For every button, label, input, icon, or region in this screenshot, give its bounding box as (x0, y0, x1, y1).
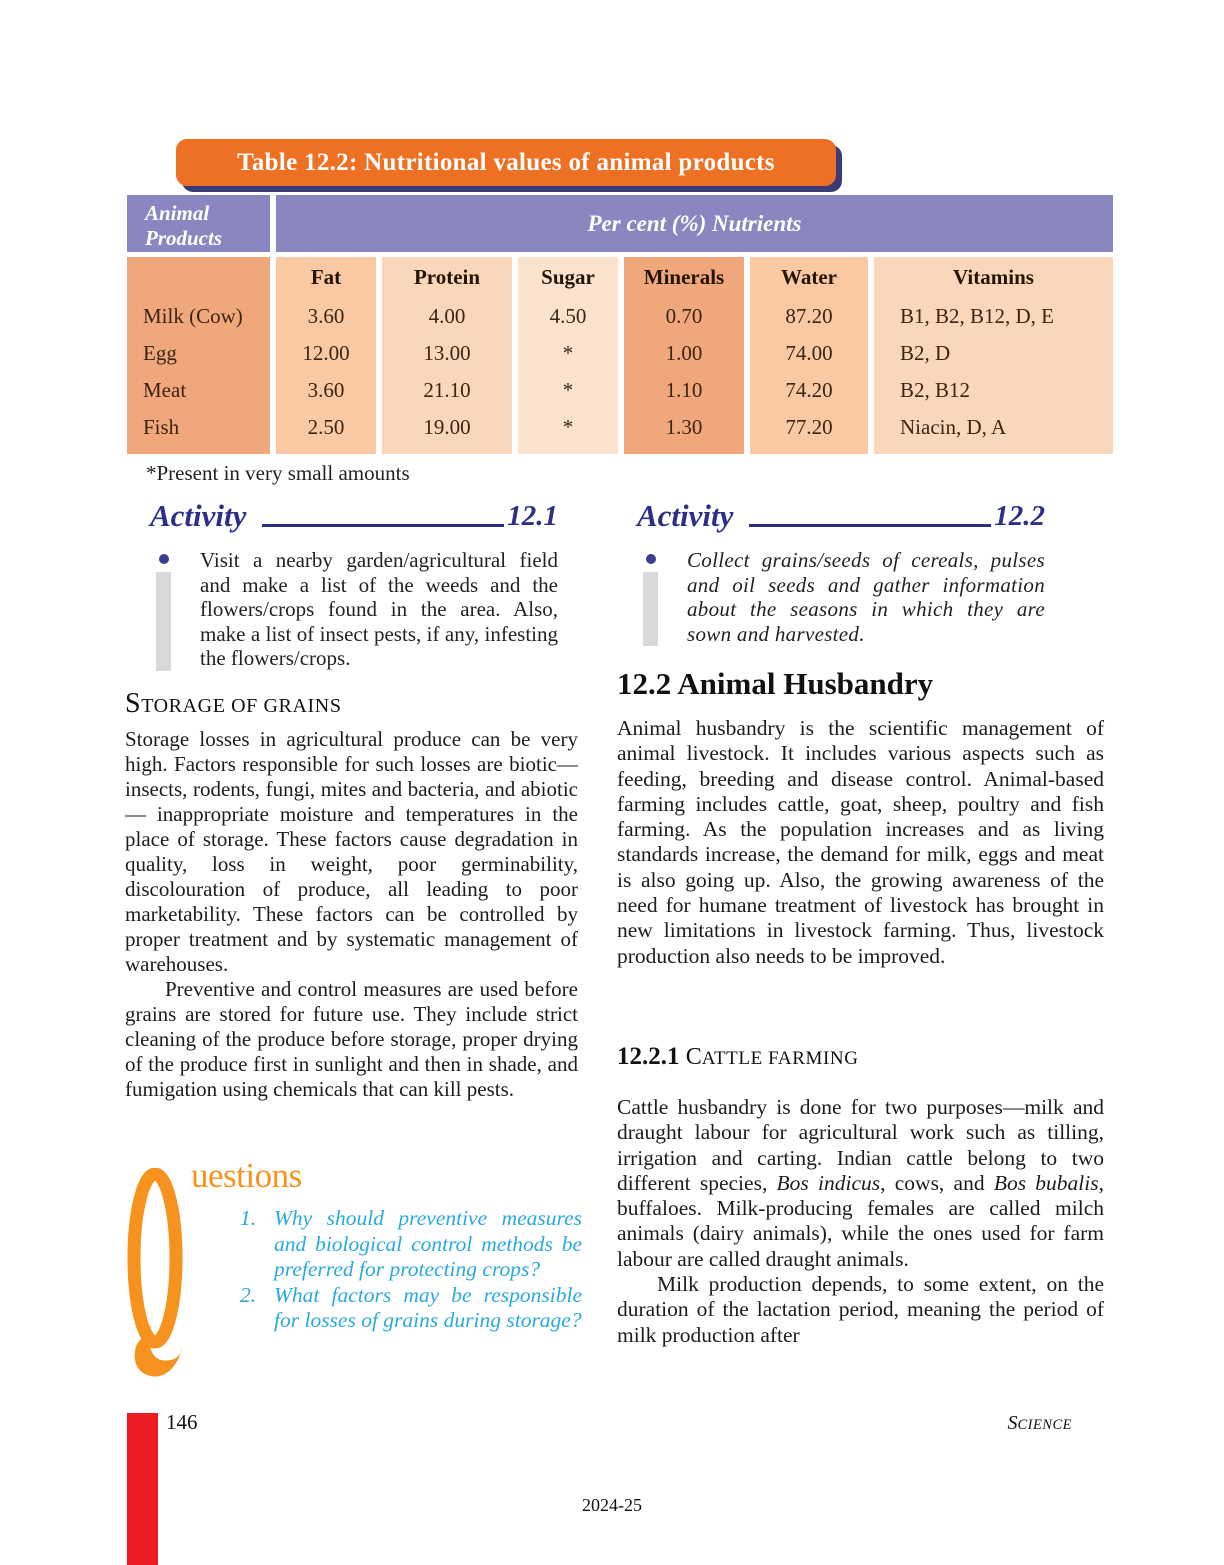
bullet-icon (159, 554, 169, 564)
activity-bar (156, 572, 171, 671)
questions-list (240, 1206, 582, 1334)
column-header-vitamins: Vitamins (953, 265, 1034, 289)
activity-label: Activity (150, 498, 247, 533)
table-cell: 13.00 (423, 341, 471, 365)
activity-12-1-text: Visit a nearby garden/agricultural field and make a list of the weeds and the flowers/crops found in the area. Also, make a list of insect pests, if any, infesting the flowers/crops. (200, 548, 558, 670)
cattle-farming-text (617, 1095, 1104, 1348)
column-header-sugar: Sugar (541, 265, 595, 289)
column-header-fat: Fat (310, 265, 342, 289)
question-text: What factors may be responsible for losses of grains during storage? (274, 1282, 582, 1332)
questions-heading: uestions (191, 1156, 302, 1195)
storage-of-grains-heading (125, 688, 342, 720)
activity-bar (643, 572, 658, 646)
column-protein (382, 257, 512, 454)
heading-rest: TORAGE OF GRAINS (141, 695, 342, 717)
table-cell: * (562, 341, 574, 365)
table-cell: 1.00 (665, 341, 703, 365)
question-number: 2. (240, 1282, 257, 1307)
question-item (240, 1206, 582, 1283)
table-cell: 74.20 (785, 378, 833, 402)
column-fat (276, 257, 376, 454)
activity-12-2-text: Collect grains/seeds of cereals, pulses and oil seeds and gather information about the seasons in which they are sown and harvested. (687, 548, 1045, 646)
column-minerals (624, 257, 744, 454)
column-sugar (518, 257, 618, 454)
table-cell: 1.10 (665, 378, 703, 402)
activity-12-1-heading (150, 500, 558, 531)
cattle-farming-heading (617, 1043, 859, 1071)
table-cell: 0.70 (665, 304, 703, 328)
storage-of-grains-text (125, 727, 578, 1102)
storage-paragraph-2: Preventive and control measures are used before grains are stored for future use. They include strict cleaning of the produce before storage, proper drying of the produce first in sunlight and then in shade, and fumigation using chemicals that can kill pests. (125, 977, 578, 1101)
journal-name (1000, 1412, 1072, 1435)
table-cell: 19.00 (423, 415, 471, 439)
table-cell: 2.50 (307, 415, 345, 439)
table-cell: 74.00 (785, 341, 833, 365)
table-title-banner: Table 12.2: Nutritional values of animal products (176, 139, 836, 186)
question-text: Why should preventive measures and biological control methods be preferred for protecting crops? (274, 1206, 582, 1281)
table-cell: * (562, 378, 574, 402)
nutrition-table (127, 195, 1113, 454)
table-cell: B2, B12 (900, 378, 971, 402)
activity-12-2 (637, 500, 1045, 646)
table-cell: 4.50 (549, 304, 587, 328)
activity-marker (643, 548, 658, 646)
activity-12-1 (150, 500, 558, 671)
activity-12-2-body (637, 548, 1045, 646)
heading-initial: C (685, 1044, 702, 1070)
table-cell: Niacin, D, A (900, 415, 1007, 439)
table-cell: 3.60 (307, 304, 345, 328)
question-item (240, 1283, 582, 1334)
table-cell: 3.60 (307, 378, 345, 402)
cattle-paragraph-1: Cattle husbandry is done for two purposes—milk and draught labour for agricultural work such as tilling, irrigation and carting. Indian cattle belong to two different species, Bos indicus, cows, and Bos bubalis, buffaloes. Milk-producing females are called milch animals (dairy animals), while the ones used for farm labour are called draught animals. (617, 1095, 1104, 1271)
table-cell: B1, B2, B12, D, E (900, 304, 1055, 328)
animal-husbandry-text: Animal husbandry is the scientific management of animal livestock. It includes various aspects such as feeding, breeding and disease control. Animal-based farming includes cattle, goat, sheep, poultry and fish farming. As the population increases and as living standards increase, the demand for milk, eggs and meat is also going up. Also, the growing awareness of the need for humane treatment of livestock has brought in new limitations in livestock farming. Thus, livestock production also needs to be improved. (617, 716, 1104, 968)
heading-initial: S (125, 688, 142, 719)
column-header-protein: Protein (413, 265, 481, 289)
table-cell: 12.00 (302, 341, 350, 365)
question-q-icon (127, 1168, 183, 1382)
table-header-nutrients: Per cent (%) Nutrients (276, 195, 1113, 252)
activity-number: 12.2 (994, 500, 1045, 532)
heading-rest: ATTLE FARMING (701, 1048, 859, 1069)
table-cell: B2, D (900, 341, 951, 365)
edition-year: 2024-25 (582, 1495, 642, 1515)
table-cell: 87.20 (785, 304, 833, 328)
table-cell: Meat (143, 378, 187, 402)
storage-paragraph-1: Storage losses in agricultural produce can be very high. Factors responsible for such losses are biotic— insects, rodents, fungi, mites and bacteria, and abiotic— inappropriate moisture and temperatures in the place of storage. These factors cause degradation in quality, loss in weight, poor germinability, discolouration of produce, all leading to poor marketability. These factors can be controlled by proper treatment and by systematic management of warehouses. (125, 727, 578, 976)
activity-12-1-body (150, 548, 558, 671)
page-edge-red-bar (127, 1413, 158, 1565)
activity-number: 12.1 (507, 500, 558, 532)
species-name: Bos bubalis (993, 1170, 1099, 1195)
activity-label: Activity (637, 498, 734, 533)
bullet-icon (646, 554, 656, 564)
table-footnote: *Present in very small amounts (146, 461, 410, 485)
activity-marker (156, 548, 171, 671)
table-cell: 4.00 (428, 304, 466, 328)
question-number: 1. (240, 1206, 257, 1230)
page-number: 146 (166, 1410, 198, 1434)
table-cell: * (562, 415, 574, 439)
activity-rule (262, 524, 504, 527)
table-cell (127, 257, 270, 298)
table-cell: 21.10 (423, 378, 471, 402)
table-cell: 77.20 (785, 415, 833, 439)
activity-rule (749, 524, 991, 527)
activity-12-2-heading (637, 500, 1045, 531)
table-body (127, 257, 1113, 454)
journal-initial: S (1007, 1412, 1018, 1434)
table-cell: Fish (143, 415, 180, 439)
heading-number: 12.2.1 (617, 1043, 686, 1070)
table-header-animal-products: Animal Products (127, 195, 270, 252)
species-name: Bos indicus (776, 1170, 881, 1195)
column-water (750, 257, 868, 454)
column-vitamins (874, 257, 1113, 454)
animal-husbandry-heading: 12.2 Animal Husbandry (617, 666, 934, 701)
journal-rest: CIENCE (1017, 1417, 1072, 1433)
table-header-row (127, 195, 1113, 252)
table-cell: 1.30 (665, 415, 703, 439)
cattle-paragraph-2: Milk production depends, to some extent, on the duration of the lactation period, meaning the period of milk production after (617, 1272, 1104, 1347)
column-header-minerals: Minerals (643, 265, 725, 289)
column-header-water: Water (781, 265, 837, 289)
column-animal-products (127, 257, 270, 454)
table-cell: Milk (Cow) (143, 304, 243, 328)
table-cell: Egg (143, 341, 177, 365)
